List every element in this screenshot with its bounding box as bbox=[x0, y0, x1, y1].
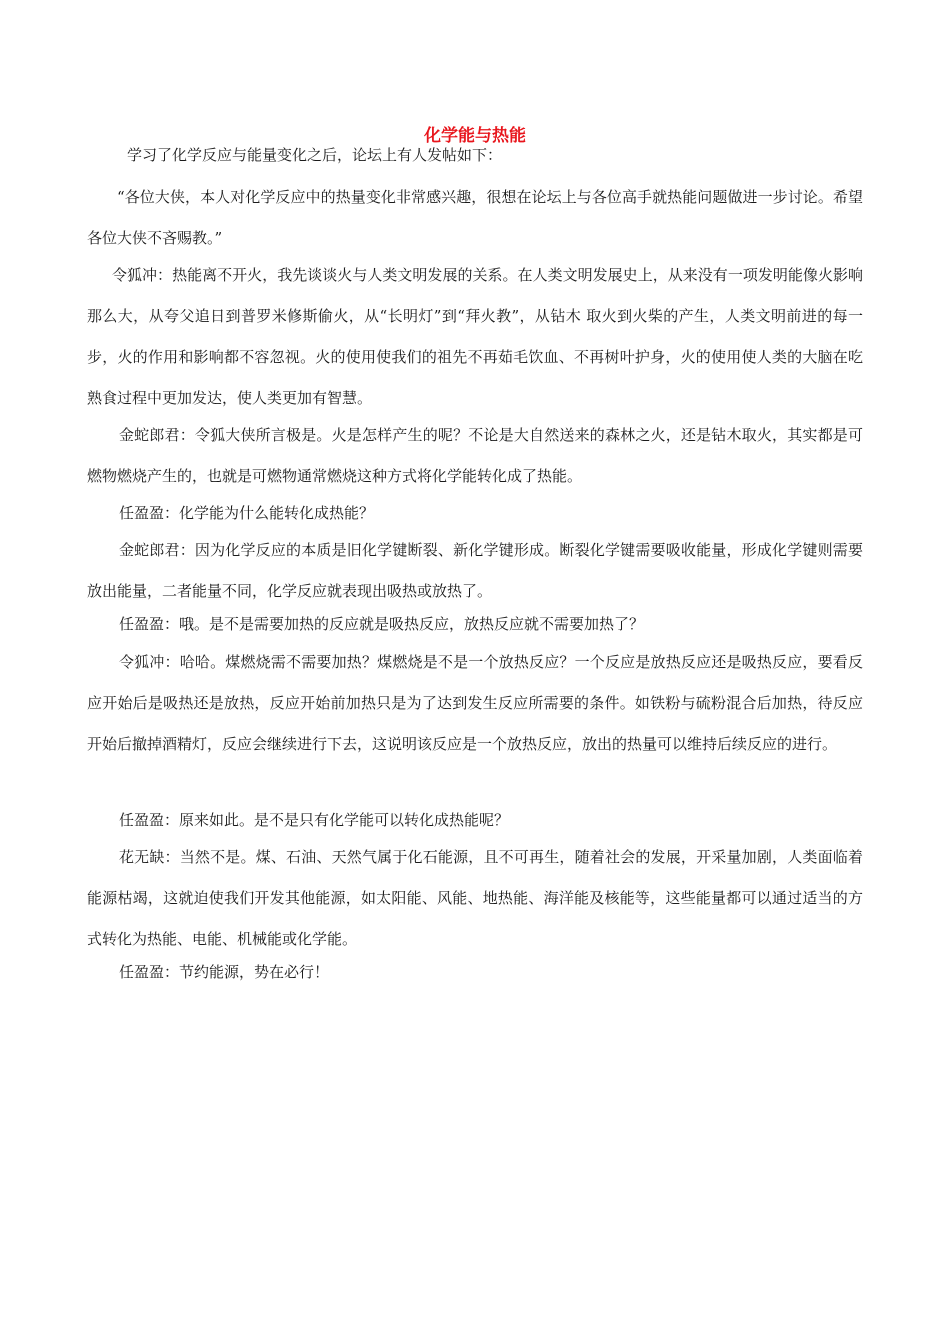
paragraph-huawuque: 花无缺：当然不是。煤、石油、天然气属于化石能源，且不可再生，随着社会的发展，开采量加剧，人类面临着能源枯竭，这就迫使我们开发其他能源，如太阳能、风能、地热能、海洋能及核能等，这些能量都可以通过适当的方式转化为热能、电能、机械能或化学能。 bbox=[87, 848, 863, 948]
paragraph-renyingying-4: 任盈盈：节约能源，势在必行！ bbox=[119, 963, 330, 981]
paragraph-renyingying-3: 任盈盈：原来如此。是不是只有化学能可以转化成热能呢？ bbox=[119, 811, 510, 829]
paragraph-linghuchong-1: 令狐冲：热能离不开火，我先谈谈火与人类文明发展的关系。在人类文明发展史上，从来没有一项发明能像火影响那么大，从夸父追日到普罗米修斯偷火，从“长明灯”到“拜火教”，从钻木 取火到火柴的产生，人类文明前进的每一步，火的作用和影响都不容忽视。火的使用使我们的祖先不再茹毛饮血、不再树叶护身，火的使用使人类的大脑在吃熟食过程中更加发达，使人类更加有智慧。 bbox=[87, 266, 863, 407]
intro-paragraph: 学习了化学反应与能量变化之后，论坛上有人发帖如下： bbox=[127, 146, 503, 164]
document-title: 化学能与热能 bbox=[424, 126, 526, 146]
paragraph-renyingying-1: 任盈盈：化学能为什么能转化成热能？ bbox=[119, 504, 375, 522]
paragraph-jinshelangjun-2: 金蛇郎君：因为化学反应的本质是旧化学键断裂、新化学键形成。断裂化学键需要吸收能量，形成化学键则需要放出能量，二者能量不同，化学反应就表现出吸热或放热了。 bbox=[87, 541, 863, 600]
paragraph-jinshelangjun-1: 金蛇郎君：令狐大侠所言极是。火是怎样产生的呢？不论是大自然送来的森林之火，还是钻木取火，其实都是可燃物燃烧产生的，也就是可燃物通常燃烧这种方式将化学能转化成了热能。 bbox=[87, 426, 863, 485]
paragraph-renyingying-2: 任盈盈：哦。是不是需要加热的反应就是吸热反应，放热反应就不需要加热了？ bbox=[119, 615, 645, 633]
paragraph-forum-post: “各位大侠，本人对化学反应中的热量变化非常感兴趣，很想在论坛上与各位高手就热能问题做进一步讨论。希望各位大侠不吝赐教。” bbox=[87, 188, 863, 247]
paragraph-linghuchong-2: 令狐冲：哈哈。煤燃烧需不需要加热？煤燃烧是不是一个放热反应？一个反应是放热反应还是吸热反应，要看反应开始后是吸热还是放热，反应开始前加热只是为了达到发生反应所需要的条件。如铁粉与硫粉混合后加热，待反应开始后撤掉酒精灯，反应会继续进行下去，这说明该反应是一个放热反应，放出的热量可以维持后续反应的进行。 bbox=[87, 653, 863, 753]
